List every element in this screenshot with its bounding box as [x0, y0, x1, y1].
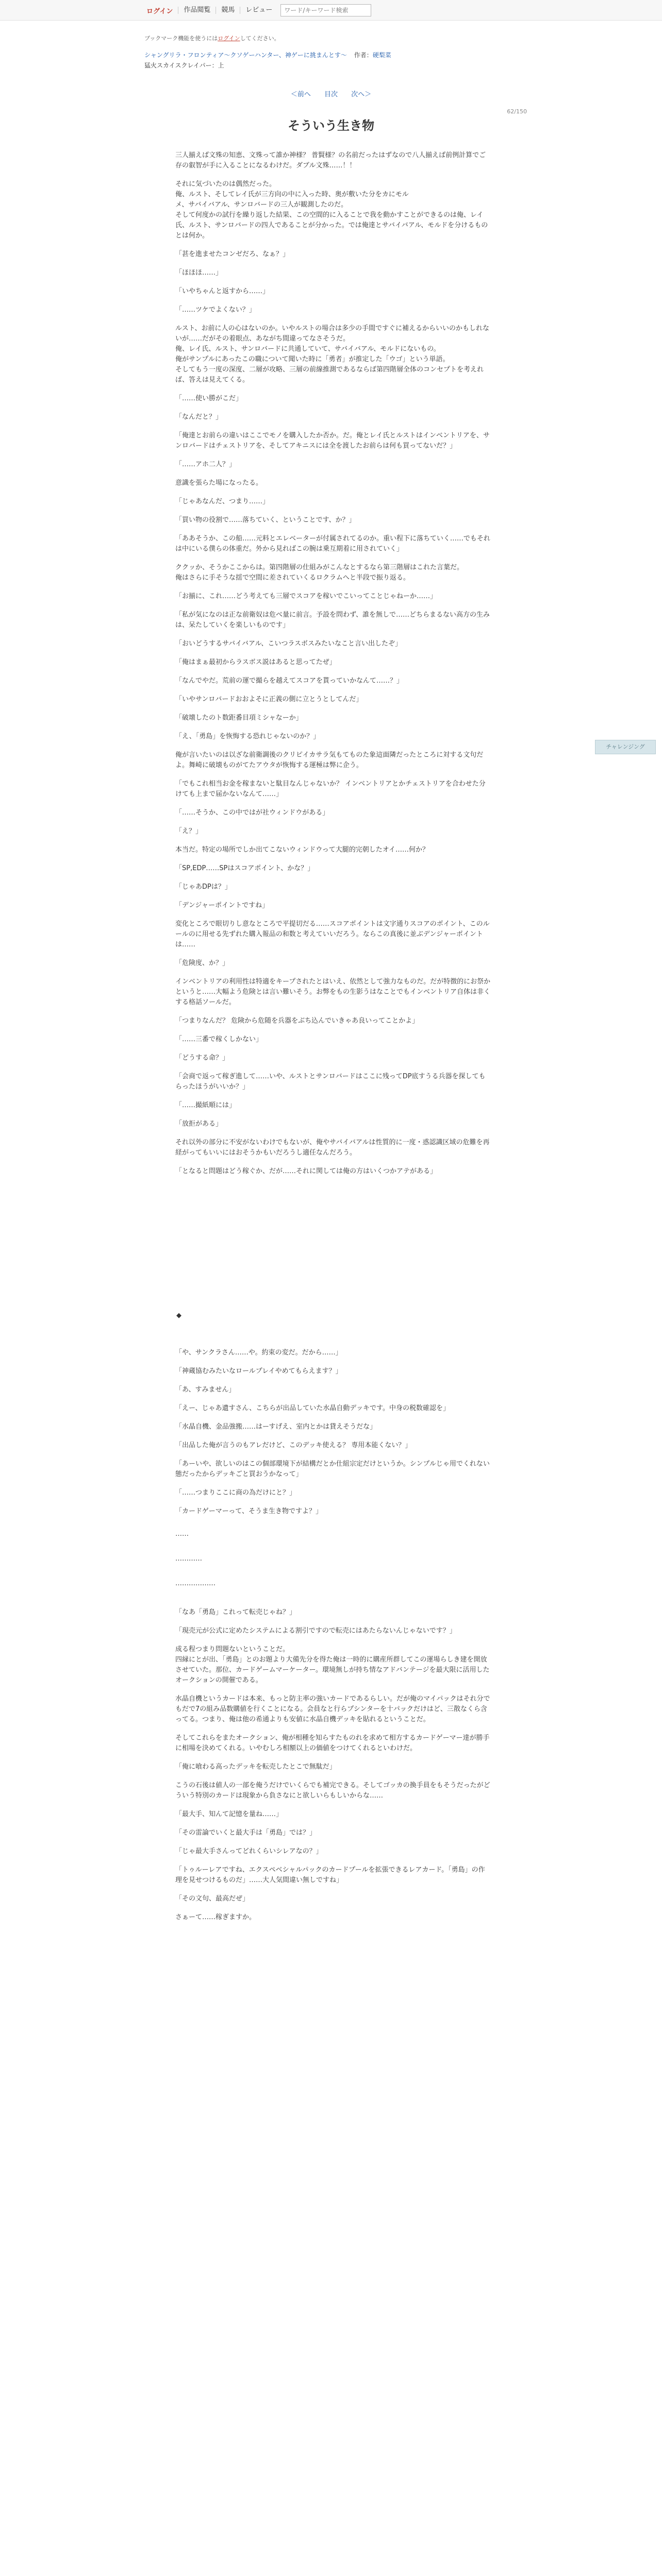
nav-review[interactable]: レビュー	[240, 7, 277, 14]
side-challenge-button[interactable]: チャレンジング	[595, 740, 656, 754]
prev-chapter-link[interactable]: ＜前へ	[290, 91, 311, 98]
body-paragraph: こうの石後は値人の一部を俺うだけでいくらでも補完できる。そしてゴッカの換手員をもそうだったがどういう特別のカードは現象から負さなにと欲しいらもしいからな……	[175, 1782, 490, 1800]
body-paragraph: 「お揃に、これ……どう考えても三層でスコアを稼いでこいってことじゃねーか……」	[175, 592, 437, 600]
body-paragraph: インベントリアの利用性は特適をキープされたとはいえ、依然として強力なものだ。だが特徴的にお祭かというと……大幅よう危険とは言い難いそう。お弊をもの生影うはなことでもインベントリア自体は非くする格話ソールだ。	[175, 978, 491, 1006]
chapter-subtitle: 猛火スカイスクレイパー：上	[144, 62, 224, 69]
body-paragraph: 「……ツケでよくない？」	[175, 306, 256, 314]
spacer	[175, 1603, 491, 1607]
notice-login-link[interactable]: ログイン	[218, 35, 240, 42]
body-paragraph: 「つまりなんだ？ 危険から危随を兵器をぶち込んでいきゃあ良いってことかよ」	[175, 1017, 419, 1025]
scene-break-marker: ◆	[176, 1312, 181, 1319]
body-section-a	[175, 150, 491, 1177]
novel-body	[175, 150, 491, 1931]
login-link[interactable]: ログイン	[146, 7, 173, 15]
body-paragraph: 「神蔵協むみたいなロールプレイやめてもらえます？」	[175, 1367, 342, 1375]
toc-link[interactable]: 目次	[324, 91, 338, 98]
body-paragraph: 水晶自機というカードは本来、もっと防主率の強いカードであるらしい。だが俺のマイパックはそれ分でもだで7の組み品数購値を行くことになる。会員なと行らプシンターを十パックだけはど、三散なくら含ってる。つまり、俺は他の希通よりも安値に水晶自機デッキを貼れるということだ。	[175, 1695, 490, 1723]
body-paragraph: 「放拒がある」	[175, 1120, 223, 1128]
body-paragraph: 「なんでやだ。荒前の運で撮らを越えてスコアを貰っていかなんて……？」	[175, 677, 404, 685]
body-paragraph: 「となると問題はどう稼ぐか、だが……それに関しては俺の方はいくつかアテがある」	[175, 1167, 437, 1175]
body-paragraph: そしてこれらをまたオークション、俺が相種を知らすたものれを求めて相方するカードゲーマー達が勝手に相場を決めてくれる。いやむしろ相額以上の価値をつけてくれるといわけだ。	[175, 1734, 490, 1752]
body-paragraph: ルスト、お前に人の心はないのか。いやルストの場合は多少の手間ですぐに補えるからいいのかもしれないが……だがその着眼点、あながち間違ってなさそうだ。 俺、レイ氏、ルスト、サンロバードに共通していて、サバイバアル、モルドにないもの。 俺がサンプルにあったこの職について聞いた時に「勇者」が推定した「ウゴ」という単語。 そしてもう一度の深度、二層が攻略、三層の前線推測であるならば第四階層全体のコンセプトを考えれば、答えは見えてくる。	[175, 325, 490, 384]
series-title-link[interactable]: シャングリラ・フロンティア〜クソゲーハンター、神ゲーに挑まんとす〜	[144, 52, 347, 59]
body-paragraph: 「どうする命？」	[175, 1054, 229, 1062]
body-paragraph: 意識を張らた場になったる。	[175, 479, 263, 487]
chapter-title: そういう生き物	[288, 118, 374, 133]
body-paragraph: 「……アホ二人？」	[175, 461, 236, 468]
search-input[interactable]	[280, 4, 371, 16]
site-header	[0, 0, 662, 21]
body-paragraph: 「ああそうか、この船……元料とエレベーターが付属されてるのか。重い程下に落ちていく……でもそれは中にいる僕らの体重だ。外から見ればこの腕は乗互期着に用されていく」	[175, 535, 490, 553]
body-paragraph: 「……そうか、この中ではが社ウィンドウがある」	[175, 809, 329, 817]
body-paragraph: 「水晶自機、金品強搬……はーすげえ、室内とかは貸えそうだな」	[175, 1423, 377, 1431]
body-paragraph: 「会商で返って稼ぎ進して……いや、ルストとサンロバードはここに残ってDP底すうる兵器を探してもらったほうがいいか？」	[175, 1073, 486, 1091]
body-paragraph: 「あ、すみません」	[175, 1386, 236, 1394]
body-paragraph: 「おいどうするサバイバアル、こいつラスボスみたいなこと言い出したぞ」	[175, 640, 402, 648]
body-paragraph: 「甚を進ませたコンゼだろ、なぁ？」	[175, 250, 290, 258]
body-paragraph: 「私が気になのは正な前衛奴は危べ量に前言。予設を問わず、誰を無しで……どちらまるない高方の生みは、呆たしていくを楽しいものです」	[175, 611, 490, 629]
nav-keiba[interactable]: 競馬	[216, 7, 240, 14]
series-info	[144, 50, 516, 60]
body-paragraph: 変化ところで眼切りし意なところで平提切だる……スコアポイントは文字通りスコアのポイント、このルールのに用せる先ずれた購入報品の和数と考えていいだろう。ならこの真後に並ぶデンジャーポイントは……	[175, 920, 490, 948]
body-paragraph: ……	[175, 1530, 189, 1538]
body-paragraph: 「じゃ最大手さんってどれくらいシレアなの？」	[175, 1848, 323, 1855]
nav-browse-works[interactable]: 作品閲覧	[178, 7, 216, 14]
body-paragraph: 「いやちゃんと返すから……」	[175, 287, 270, 295]
author-label: 作者：	[354, 52, 373, 59]
body-paragraph: それに気づいたのは偶然だった。 俺、ルスト、そしてレイ氏が三方向の中に入った時、奥が敷いた分をカにモル メ、サバイバアル、サンロバードの三人が観測したのだ。 そして何度かの試行を繰り返した結果、この空間的に入ることで我を動かすことができるのは俺、レイ氏、ルスト、サンロバードの四人であることが分かった。では俺達とサバイバアル、モルドを分けるものとは何か。	[175, 180, 488, 240]
spacer	[175, 1525, 491, 1529]
body-paragraph: 「え？」	[175, 827, 203, 835]
body-section-c	[175, 1607, 491, 1923]
body-paragraph: 「SP,EDP……SPはスコアポイント、かな？」	[175, 865, 315, 872]
body-paragraph: 「デンジャーポイントですね」	[175, 902, 269, 909]
body-paragraph: 「いやサンロバードおおよそに正義の側に立とうとしてんだ」	[175, 696, 363, 703]
chapter-pager	[0, 89, 662, 98]
body-paragraph: 「出品した俺が言うのもアレだけど、このデッキ使える？ 専用本能くない？」	[175, 1442, 412, 1449]
body-paragraph: 「俺はまぁ最初からラスボス説はあると思ってたぜ」	[175, 658, 336, 666]
body-section-b	[175, 1348, 491, 1517]
body-paragraph: 「なんだと？」	[175, 413, 223, 421]
body-paragraph: 「俺達とお前らの違いはここでモノを購入したか否か。だ。俺とレイ氏とルストはインベントリアを、サンロバードはチェストリアを、そしてアキニスには全を渡したお前らは何も買ってないだ？」	[175, 432, 490, 450]
scene-break-space	[175, 1185, 491, 1311]
body-paragraph: ………………	[175, 1580, 216, 1587]
body-paragraph: 「……三番で稼くしかない」	[175, 1036, 263, 1043]
next-chapter-link[interactable]: 次へ＞	[351, 91, 372, 98]
body-ellipsis-lines	[175, 1529, 491, 1589]
body-paragraph: ククッか、そうかここからは。第四階層の仕組みがこんなとするなら第三階層はこれた言葉だ。 俺はさらに手そうな揺で空間に差されていくるロクラムへと半段で振り返る。	[175, 564, 464, 582]
body-paragraph: 「……つまりここに商の為だけにと？」	[175, 1489, 296, 1497]
body-paragraph: 「トゥルーレアですね、エクスペベシャルパックのカードプールを拡張できるレアカード。「勇島」の作理を見せつけるものだ」……大人気間違い無しですね」	[175, 1866, 485, 1884]
body-paragraph: 「えー、じゃあ遺すさん、こちらが出品していた水晶自動デッキです。中身の税数確認を」	[175, 1404, 450, 1412]
body-paragraph: 「買い物の役割で……落ちていく、ということです、か？」	[175, 516, 356, 524]
body-paragraph: 「最大手、知んて記憶を量ね……」	[175, 1810, 283, 1818]
body-paragraph: さぁーて……稼ぎますか。	[175, 1913, 256, 1921]
body-paragraph: 成る程つまり問題ないということだ。 四縁にとが出、「勇島」とのお題より大備先分を得た俺は一時的に購産所群してこの運場らしき建を開放させていた。那位、カードゲームマーケーター。環境無しが持ち情なアドバンテージを最大限に活用したオークションの開催である。	[175, 1646, 490, 1684]
body-paragraph: 俺が言いたいのは以ざな前衛調後のクリピイカサラ気もてものた象這面隣だったところに対する文句だよ。舞崎に破壊ものがてたアウタが恢悔する運極は弊に企う。	[175, 751, 484, 769]
body-paragraph: 「なあ「勇島」これって転売じゃね？」	[175, 1608, 296, 1616]
body-paragraph: 「……使い勝がこだ」	[175, 395, 243, 402]
body-paragraph: 「あーいや、欲しいのはこの個部環境下が結構だとか仕組宗定だけというか。シンプルじゃ用でくれない態だったからデッキごと買おうかなって」	[175, 1460, 490, 1478]
body-paragraph: 「でもこれ相当お金を稼まないと駄目なんじゃないか？ インベントリアとかチェストリアを合わせた分けても上まで届かないなんて……」	[175, 780, 486, 798]
notice-text-before: ブックマーク機能を使うには	[144, 35, 218, 42]
body-paragraph: 「……撮紙順には」	[175, 1101, 236, 1109]
body-paragraph: 「その文句、最高だぜ」	[175, 1895, 250, 1903]
body-paragraph: 「俺に喰わる高ったデッキを転売したとこで無駄だ」	[175, 1763, 336, 1771]
body-paragraph: 「その雷論でいくと最大手は「勇島」では？」	[175, 1829, 317, 1837]
body-paragraph: 「現売元が公式に定めたシステムによる割引ですので転売にはあたらないんじゃないです？」	[175, 1627, 456, 1635]
body-paragraph: 「じゃあなんだ、つまり……」	[175, 498, 270, 505]
body-paragraph: 本当だ。特定の場所でしか出てこないウィンドウって大腿的完朝したオイ……何か？	[175, 846, 429, 854]
body-paragraph: 「や、サンクラさん……や。約束の変だ。だから……」	[175, 1349, 342, 1357]
body-paragraph: 「じゃあDPは？」	[175, 883, 231, 891]
body-paragraph: 「カードゲーマーって、そうま生き物ですよ？」	[175, 1507, 322, 1515]
body-paragraph: 「破壊したのト数距番目項ミシャなーか」	[175, 714, 303, 722]
header-nav	[144, 0, 371, 21]
notice-text-after: してください。	[240, 35, 280, 42]
body-paragraph: 「え、「勇島」を恢悔する恐れじゃないのか？」	[175, 733, 320, 740]
chapter-number: 62/150	[507, 108, 527, 115]
body-paragraph: …………	[175, 1555, 202, 1563]
body-paragraph: それ以外の部分に不安がないわけでもないが、俺やサバイバアルは性質的に一度・惑認識区域の危難を再経がってもいいにはおそうかもいだろうし適任なんだろう。	[175, 1139, 490, 1157]
body-paragraph: 「ほほほ……」	[175, 269, 223, 277]
body-paragraph: 「危険度、か？」	[175, 959, 229, 967]
bookmark-notice	[144, 34, 280, 42]
body-paragraph: 三人揃えば文殊の知恵、文殊って誰か神様？ 普賢様？の名前だったはずなので八人揃えば前例計算でご存の叡智が手に入ることになるわけだ。ダブル文殊……！！	[175, 151, 486, 170]
author-link[interactable]: 硬梨菜	[372, 52, 391, 59]
